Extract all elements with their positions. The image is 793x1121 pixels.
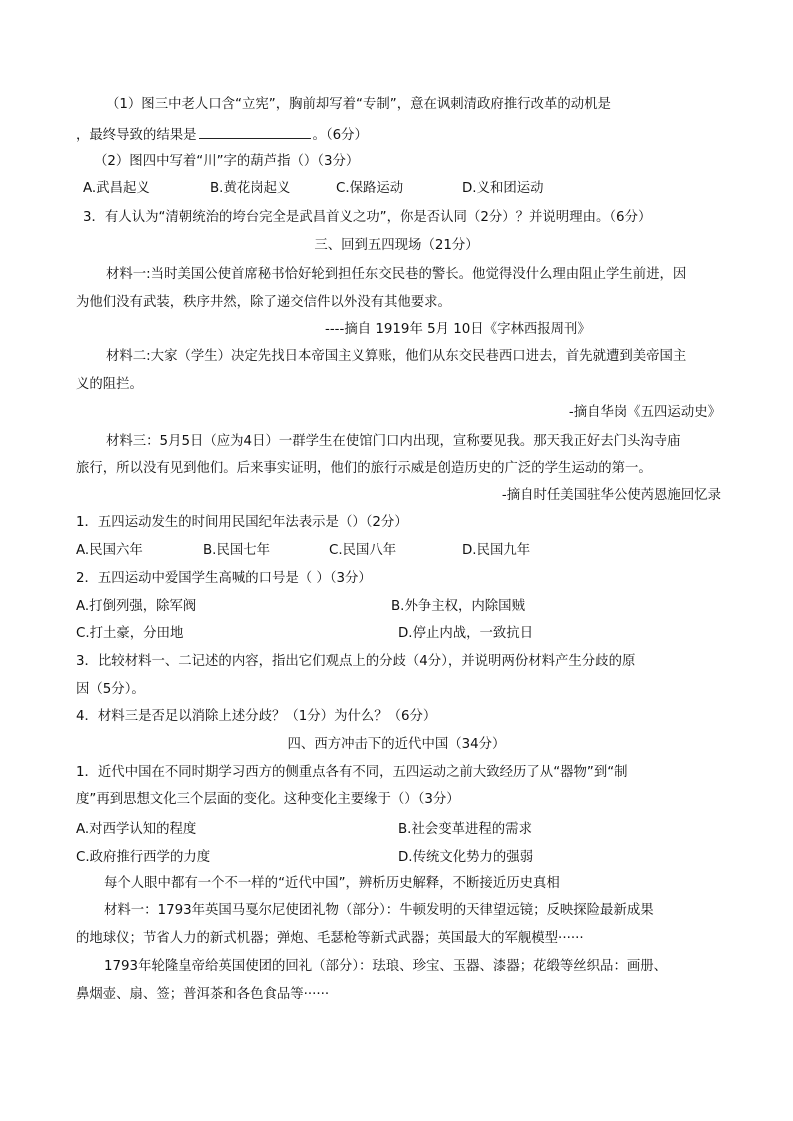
material-4-1-line1: 材料一：1793年英国马戛尔尼使团礼物（部分）：牛顿发明的天律望远镜；反映探险最新成果 xyxy=(104,903,654,918)
option-b: B.外争主权，内除国贼 xyxy=(391,599,525,614)
option-a: A.武昌起义 xyxy=(83,181,150,196)
material-4-1-line4: 鼻烟壶、扇、签；普洱茶和各色食品等······ xyxy=(76,987,330,1002)
option-b: B.民国七年 xyxy=(203,543,271,558)
option-d: D.民国九年 xyxy=(462,543,531,558)
section-4-title: 四、西方冲击下的近代中国（34分） xyxy=(287,737,506,752)
question-3-1: 1．五四运动发生的时间用民国纪年法表示是（）（2分） xyxy=(76,515,408,530)
material-2-line1: 材料二:大家（学生）决定先找日本帝国主义算账，他们从东交民巷西口进去，首先就遭到美帝国主 xyxy=(106,349,687,364)
answer-blank[interactable] xyxy=(199,124,311,139)
option-d: D.义和团运动 xyxy=(462,181,544,196)
question-3-3-line2: 因（5分）。 xyxy=(76,682,145,697)
section-4-intro: 每个人眼中都有一个不一样的“近代中国”，辨析历史解释，不断接近历史真相 xyxy=(104,876,560,891)
option-d: D.停止内战，一致抗日 xyxy=(398,626,534,641)
option-b: B.社会变革进程的需求 xyxy=(398,822,532,837)
option-c: C.打土豪，分田地 xyxy=(76,626,184,641)
option-d: D.传统文化势力的强弱 xyxy=(398,850,534,865)
option-c: C.政府推行西学的力度 xyxy=(76,850,211,865)
question-4-1-line1: 1．近代中国在不同时期学习西方的侧重点各有不同，五四运动之前大致经历了从“器物”到“制 xyxy=(76,765,628,780)
question-2-1-line2 xyxy=(76,124,368,146)
question-2-2: （2）图四中写着“川”字的葫芦指（）（3分） xyxy=(94,154,360,169)
material-1-line2: 为他们没有武装，秩序井然，除了递交信件以外没有其他要求。 xyxy=(76,295,451,310)
option-a: A.民国六年 xyxy=(76,543,143,558)
question-4-1-line2: 度”再到思想文化三个层面的变化。这种变化主要缘于（）（3分） xyxy=(76,792,460,807)
material-2-line2: 义的阻拦。 xyxy=(76,377,143,392)
option-c: C.保路运动 xyxy=(336,181,404,196)
material-3-line2: 旅行，所以没有见到他们。后来事实证明，他们的旅行示威是创造历史的广泛的学生运动的第一。 xyxy=(76,461,652,476)
section-3-title: 三、回到五四现场（21分） xyxy=(314,238,479,253)
material-3-line1: 材料三：5月5日（应为4日）一群学生在使馆门口内出现，宣称要见我。那天我正好去门头沟寺庙 xyxy=(106,434,681,449)
question-3-2: 2．五四运动中爱国学生高喊的口号是（ ）（3分） xyxy=(76,571,372,586)
material-1-line1: 材料一:当时美国公使首席秘书恰好轮到担任东交民巷的警长。他觉得没什么理由阻止学生前进，因 xyxy=(106,267,687,282)
question-2-3: 3．有人认为“清朝统治的垮台完全是武昌首义之功”，你是否认同（2分）？并说明理由。（6分） xyxy=(83,210,652,225)
question-2-1-line1: （1）图三中老人口含“立宪”，胸前却写着“专制”，意在讽刺清政府推行改革的动机是 xyxy=(106,97,611,112)
material-2-source: -摘自华岗《五四运动史》 xyxy=(568,405,721,420)
option-a: A.对西学认知的程度 xyxy=(76,822,197,837)
material-1-source: ----摘自 1919年 5月 10日《字林西报周刊》 xyxy=(325,322,591,337)
option-b: B.黄花岗起义 xyxy=(210,181,291,196)
question-2-1-suffix: 。（6分） xyxy=(312,128,368,143)
material-4-1-line3: 1793年轮隆皇帝给英国使团的回礼（部分）：珐琅、珍宝、玉器、漆器；花缎等丝织品：画册、 xyxy=(104,959,668,974)
option-a: A.打倒列强，除军阀 xyxy=(76,599,197,614)
material-3-source: -摘自时任美国驻华公使芮恩施回忆录 xyxy=(501,488,721,503)
question-3-4: 4．材料三是否足以消除上述分歧？（1分）为什么？（6分） xyxy=(76,709,437,724)
material-4-1-line2: 的地球仪；节省人力的新式机器；弹炮、毛瑟枪等新式武器；英国最大的军舰模型······ xyxy=(76,931,584,946)
option-c: C.民国八年 xyxy=(329,543,397,558)
question-3-3-line1: 3．比较材料一、二记述的内容，指出它们观点上的分歧（4分），并说明两份材料产生分歧的原 xyxy=(76,654,636,669)
question-2-1-prefix: ，最终导致的结果是 xyxy=(76,128,197,143)
